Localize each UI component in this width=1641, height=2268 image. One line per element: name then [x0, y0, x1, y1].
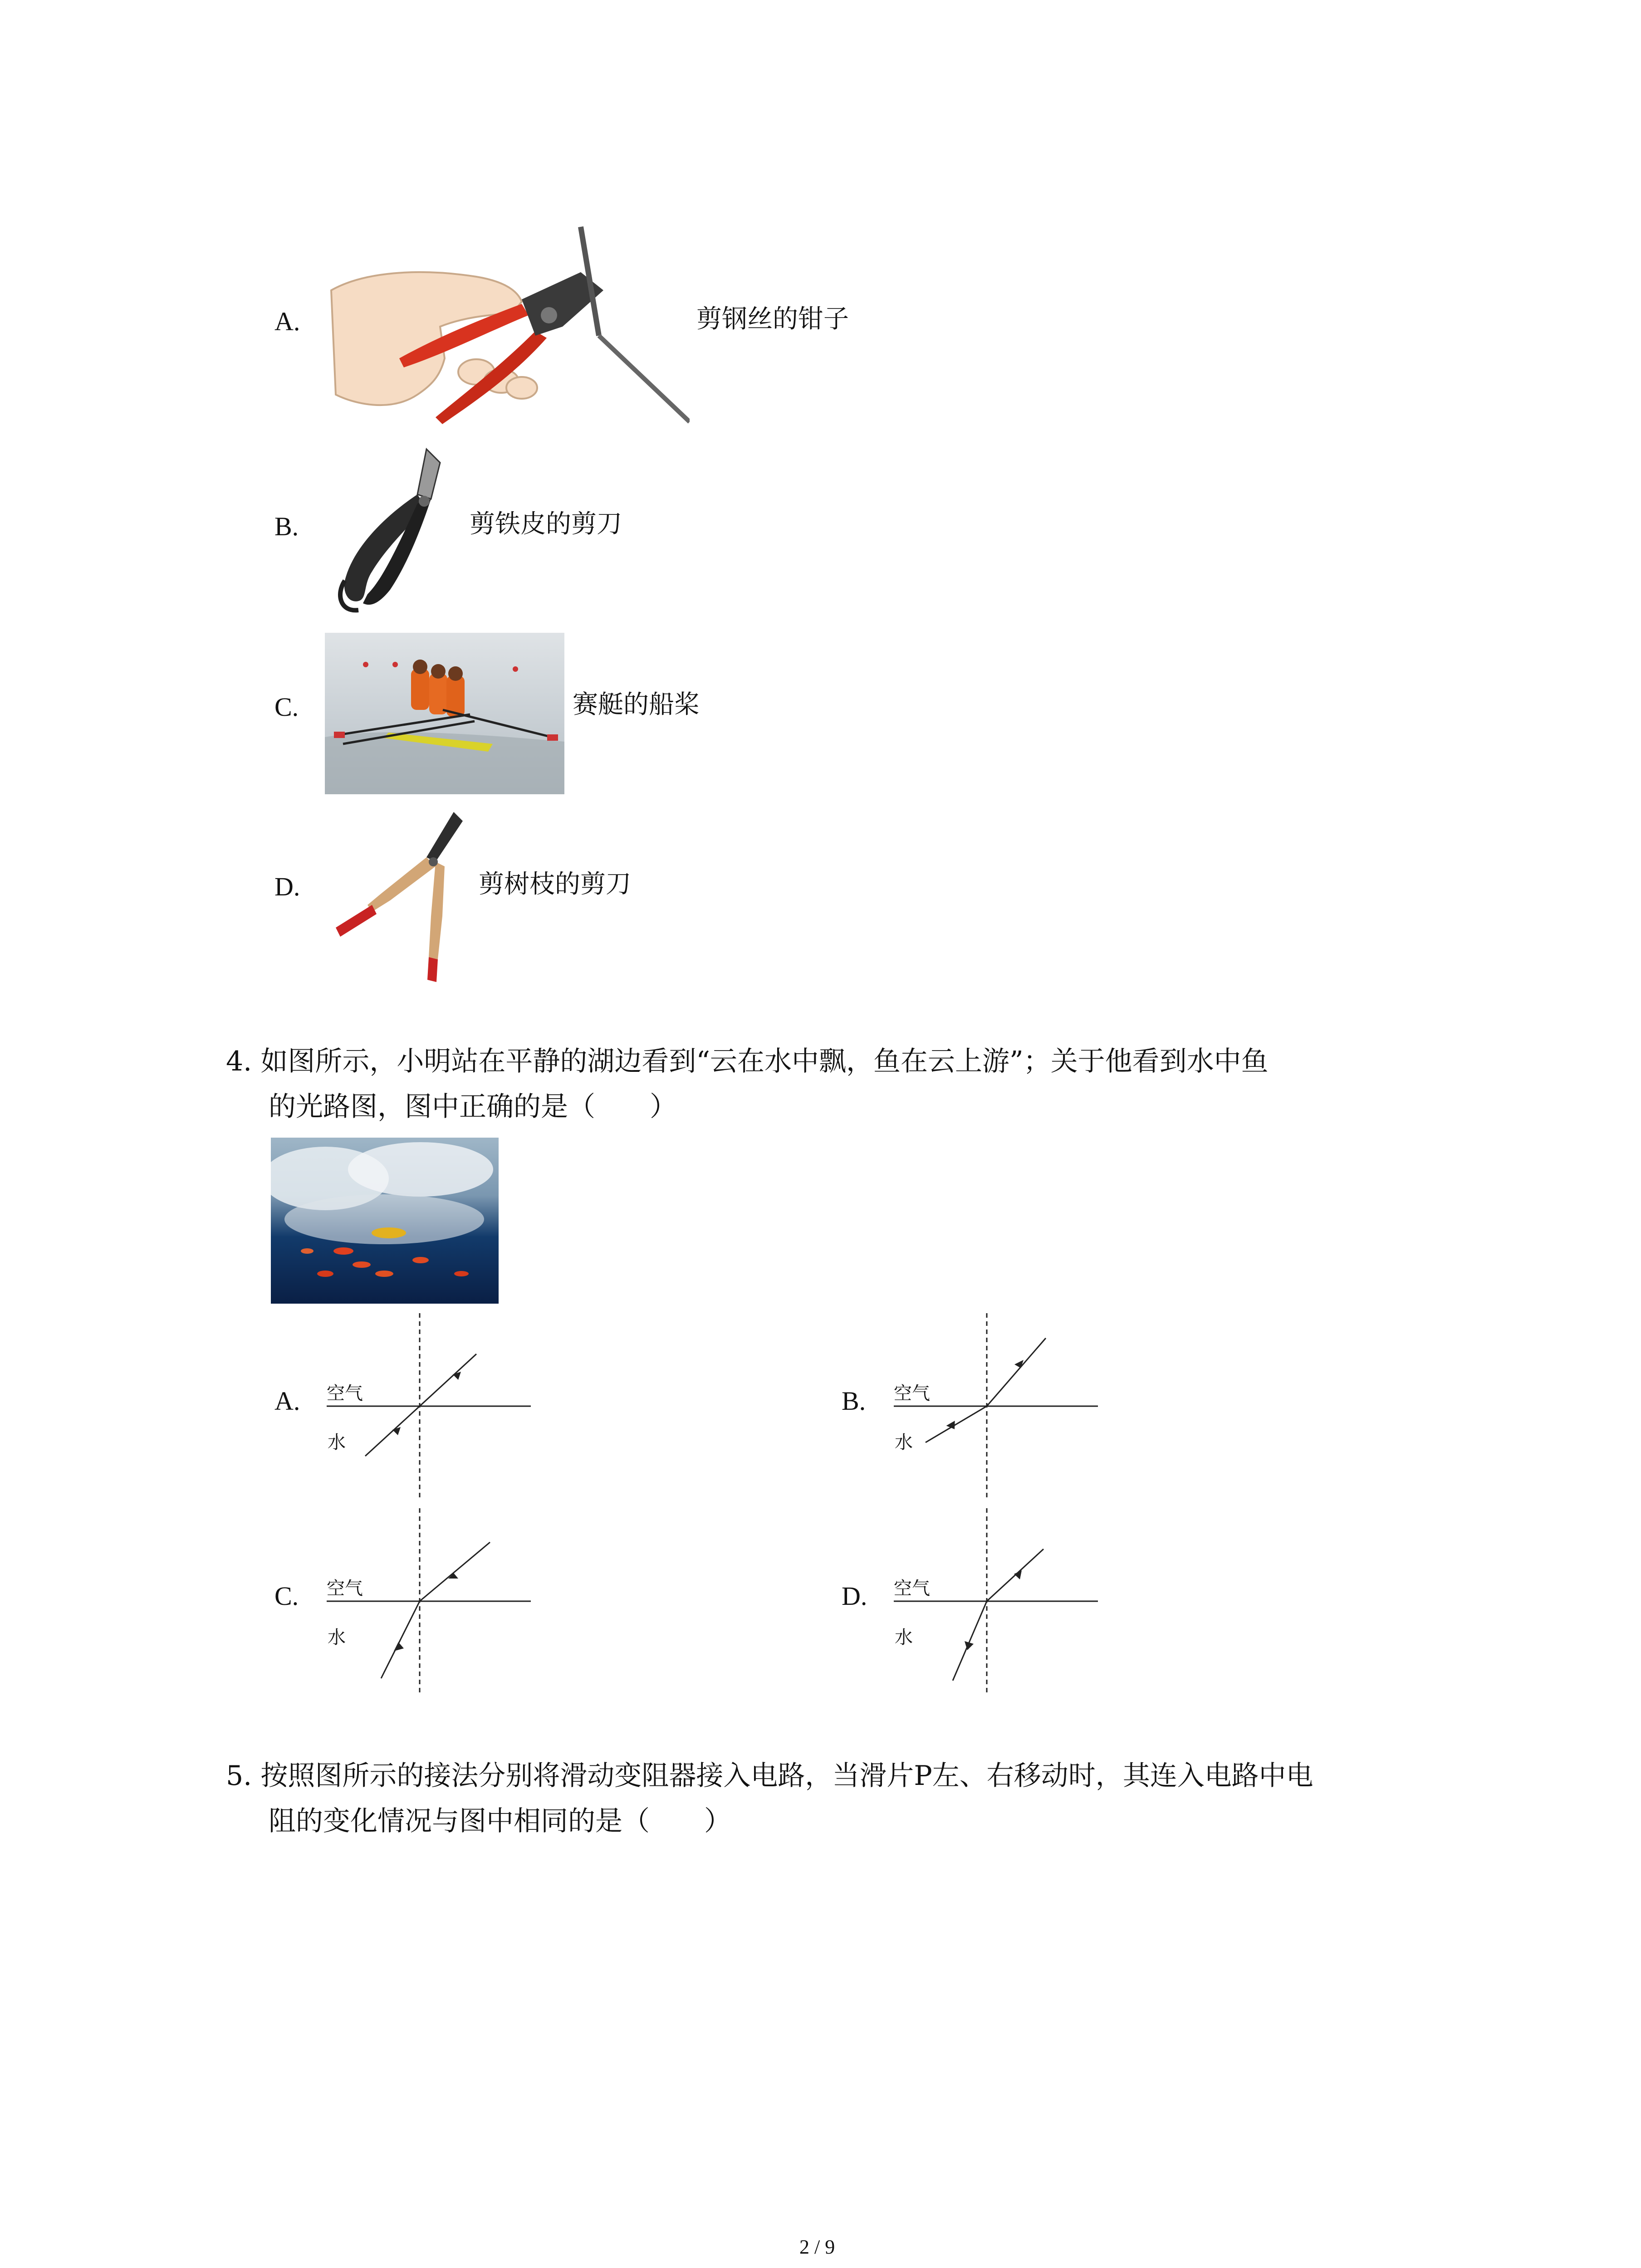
air-label: 空气: [327, 1383, 363, 1404]
ray-diagram-d: [889, 1506, 1102, 1696]
air-label: 空气: [327, 1578, 363, 1599]
water-label: 水: [328, 1432, 346, 1453]
air-label: 空气: [894, 1383, 930, 1404]
water-label: 水: [895, 1627, 913, 1648]
q4-option-d-letter: D.: [842, 1581, 867, 1611]
pliers-image: [327, 222, 690, 435]
q4-option-a-letter: A.: [274, 1386, 300, 1416]
q4-text-line1: 4. 如图所示，小明站在平静的湖边看到“云在水中飘，鱼在云上游”；关于他看到水中鱼: [226, 1046, 1269, 1077]
water-label: 水: [895, 1432, 913, 1453]
option-a-caption: 剪钢丝的钳子: [696, 304, 849, 334]
option-c-letter: C.: [274, 692, 299, 722]
ray-diagram-b: [889, 1311, 1102, 1501]
branch-shears-image: [327, 807, 472, 984]
fish-clouds-photo: [271, 1138, 499, 1304]
q5-text-line1: 5. 按照图所示的接法分别将滑动变阻器接入电路，当滑片P左、右移动时，其连入电路中电: [226, 1760, 1313, 1792]
option-d-letter: D.: [274, 872, 300, 901]
option-a-letter: A.: [274, 307, 300, 336]
q4-option-c-letter: C.: [274, 1581, 299, 1611]
air-label: 空气: [894, 1578, 930, 1599]
page-number: 2 / 9: [799, 2236, 835, 2258]
q4-text-line2: 的光路图，图中正确的是（ ）: [269, 1091, 677, 1123]
ray-diagram-c: [322, 1506, 535, 1696]
option-c-caption: 赛艇的船桨: [573, 690, 700, 719]
option-b-letter: B.: [274, 512, 299, 541]
ray-diagram-a: [322, 1311, 535, 1501]
rowing-boat-photo: [325, 633, 564, 794]
option-b-caption: 剪铁皮的剪刀: [470, 509, 622, 539]
q5-text-line2: 阻的变化情况与图中相同的是（ ）: [269, 1805, 731, 1837]
q4-option-b-letter: B.: [842, 1386, 866, 1416]
water-label: 水: [328, 1627, 346, 1648]
option-d-caption: 剪树枝的剪刀: [479, 870, 631, 899]
tin-snips-image: [327, 445, 458, 617]
